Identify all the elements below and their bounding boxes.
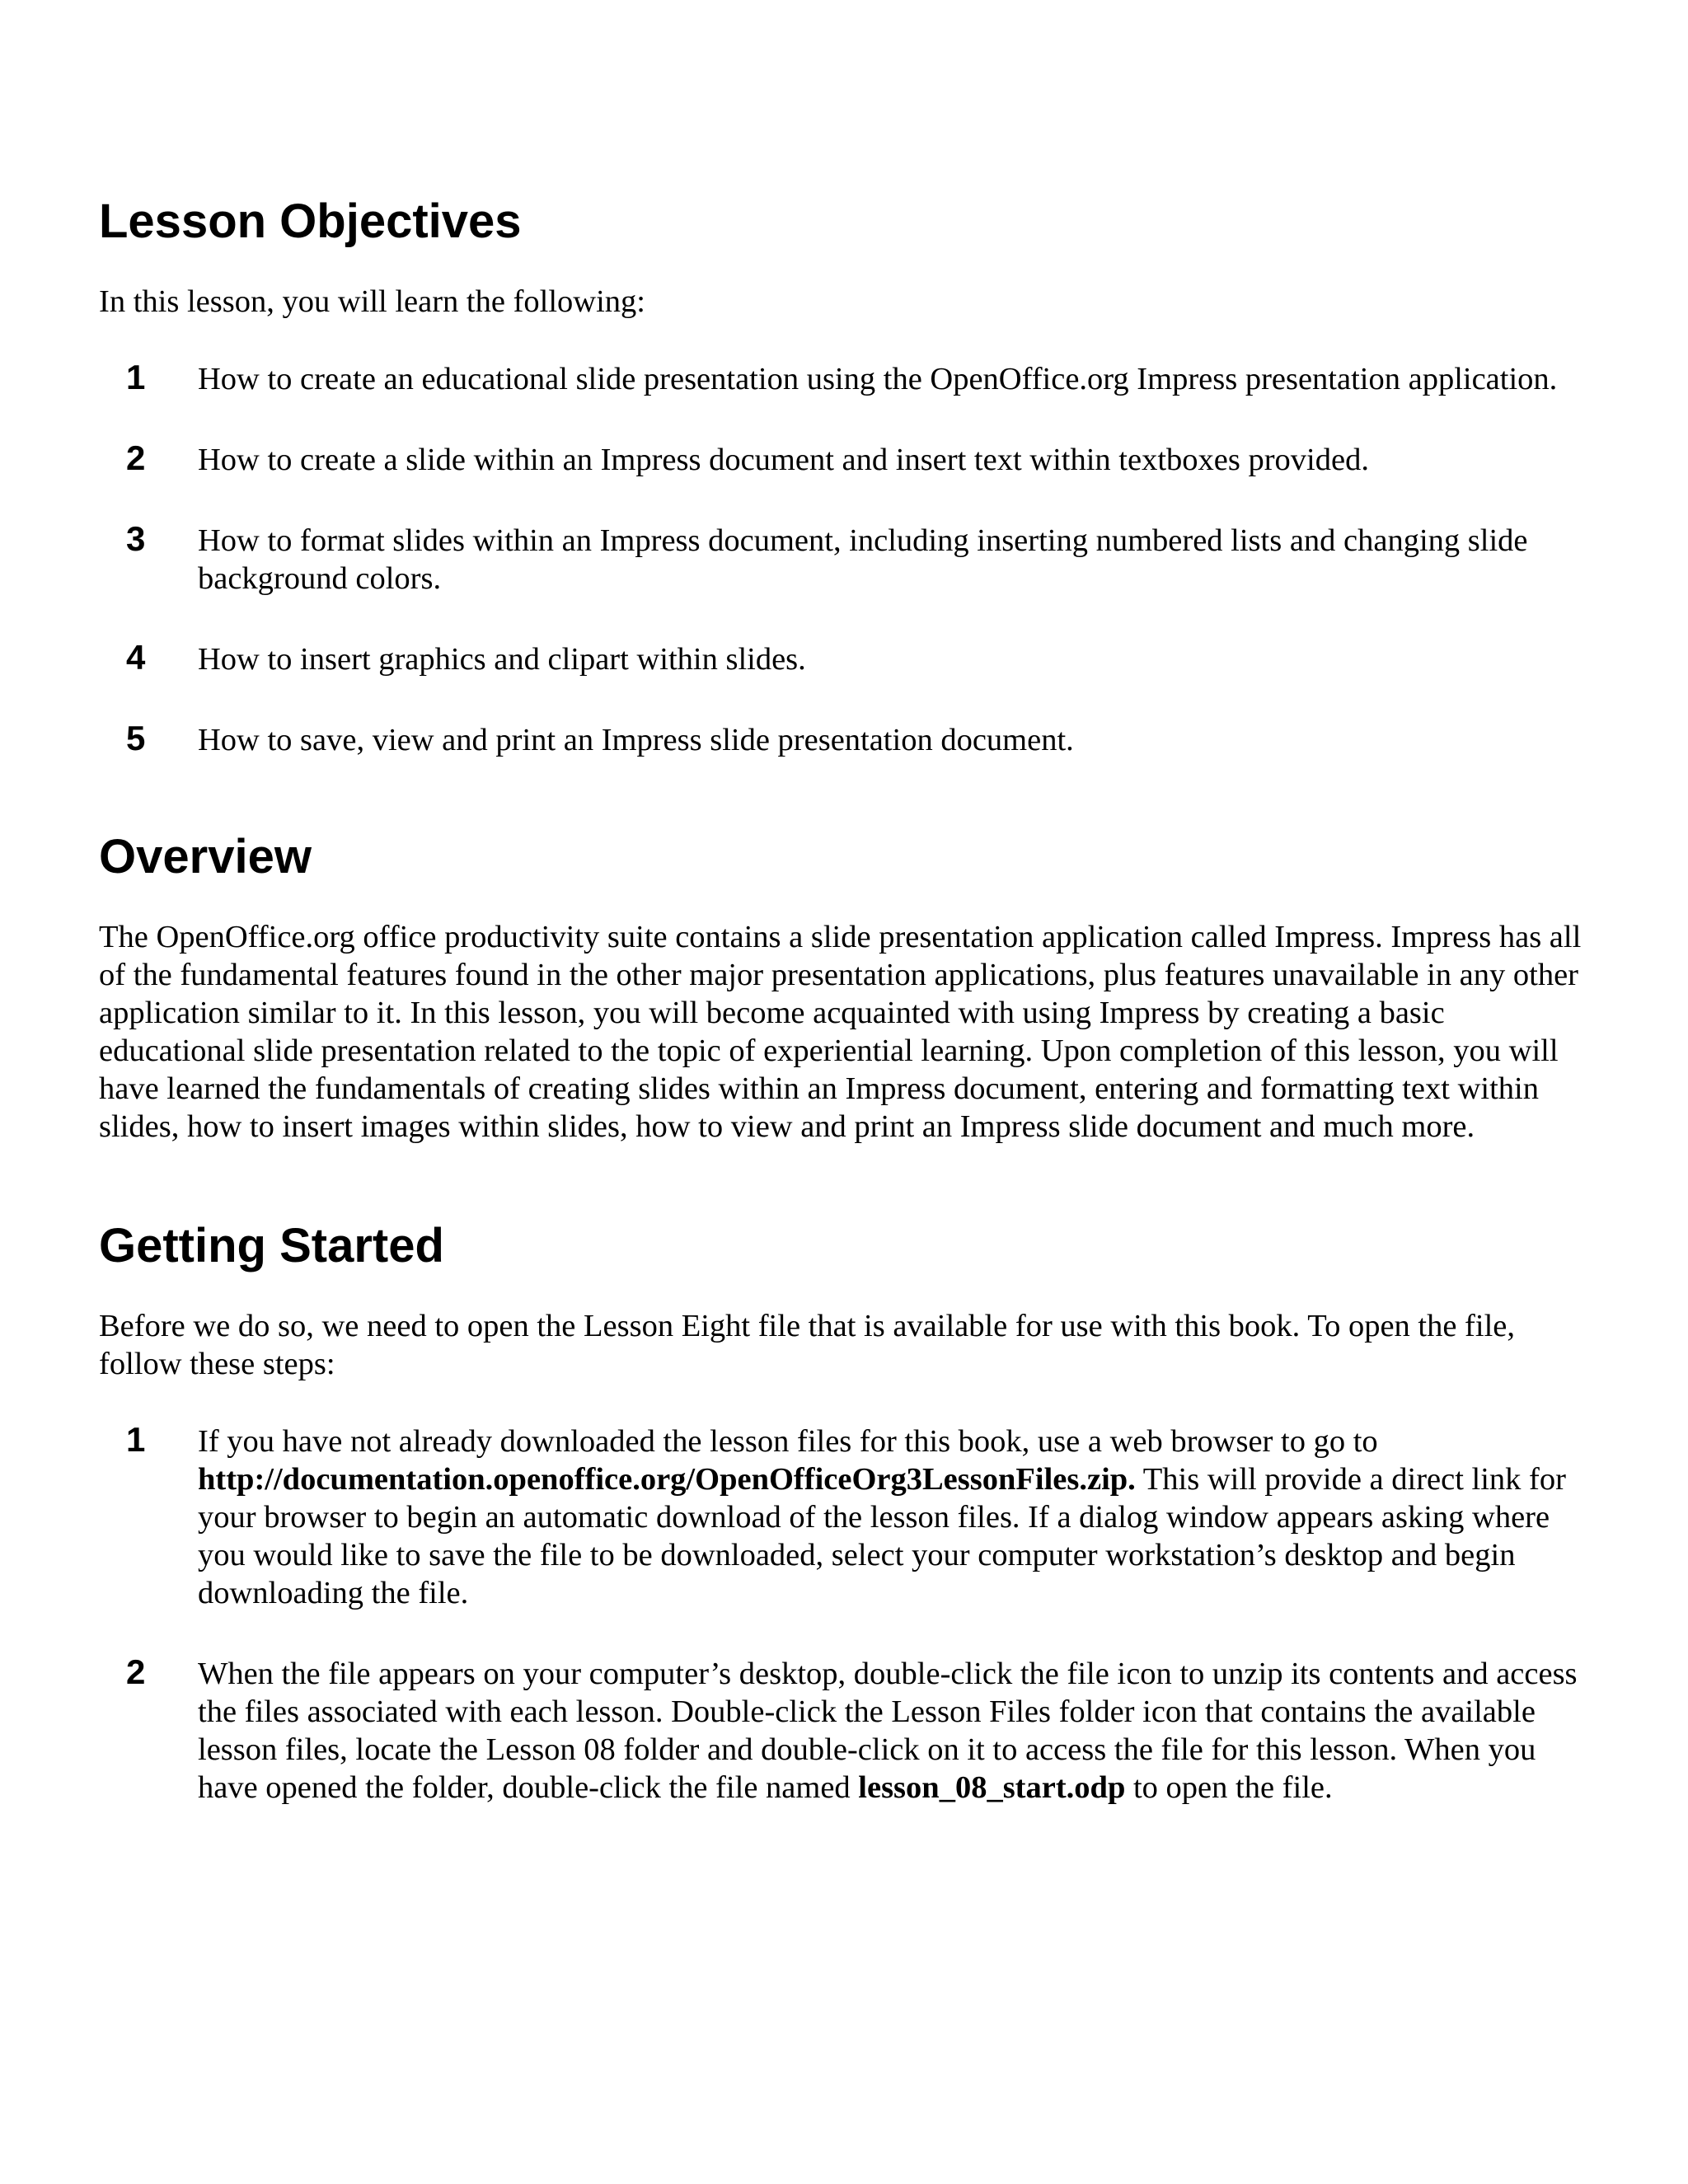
overview-heading: Overview bbox=[99, 830, 312, 883]
objectives-list bbox=[99, 360, 1582, 759]
list-item bbox=[99, 360, 1582, 398]
item-text: How to format slides within an Impress document, including inserting numbered lists and changing slide background colors. bbox=[198, 523, 1528, 596]
getting-started-heading: Getting Started bbox=[99, 1219, 444, 1272]
list-item bbox=[99, 1422, 1582, 1612]
item-number: 5 bbox=[126, 719, 146, 757]
lesson-objectives-heading: Lesson Objectives bbox=[99, 194, 522, 248]
step-text: When the file appears on your computer’s desktop, double-click the file icon to unzip its contents and access the files associated with each lesson. Double-click the Lesson Files folder icon that contains the available lesson files, locate the Lesson 08 folder and double-click on it to access the file for this lesson. When you have opened the folder, double-click the file named bbox=[198, 1657, 1578, 1805]
list-item bbox=[99, 640, 1582, 678]
list-item bbox=[99, 519, 1582, 598]
overview-body: The OpenOffice.org office productivity suite contains a slide presentation application called Impress. Impress has all of the fundamental features found in the other major presentation applications, plus features unavailable in any other application similar to it. In this lesson, you will become acquainted with using Impress by creating a basic educational slide presentation related to the topic of experiential learning. Upon completion of this lesson, you will have learned the fundamentals of creating slides within an Impress document, entering and formatting text within slides, how to insert images within slides, how to view and print an Impress slide document and much more. bbox=[99, 920, 1582, 1144]
getting-started-intro: Before we do so, we need to open the Lesson Eight file that is available for use with this book. To open the file, follow these steps: bbox=[99, 1309, 1515, 1381]
item-text: How to insert graphics and clipart within slides. bbox=[198, 642, 806, 677]
step-text: If you have not already downloaded the lesson files for this book, use a web browser to go to bbox=[198, 1424, 1378, 1459]
step-text: to open the file. bbox=[1125, 1770, 1333, 1805]
document-page bbox=[99, 194, 1582, 1807]
item-number: 1 bbox=[126, 358, 146, 396]
item-text: How to create a slide within an Impress document and insert text within textboxes provided. bbox=[198, 443, 1369, 477]
step-number: 1 bbox=[126, 1420, 146, 1459]
item-text: How to save, view and print an Impress slide presentation document. bbox=[198, 723, 1074, 757]
list-item bbox=[99, 1652, 1582, 1807]
item-number: 4 bbox=[126, 638, 146, 677]
step-text: This will provide a direct link for your browser to begin an automatic download of the lesson files. If a dialog window appears asking where you would like to save the file to be downloaded, select your computer workstation’s desktop and begin downloading the file. bbox=[198, 1462, 1566, 1610]
list-item bbox=[99, 438, 1582, 479]
item-number: 3 bbox=[126, 519, 146, 558]
list-item bbox=[99, 721, 1582, 759]
filename-text: lesson_08_start.odp bbox=[858, 1770, 1126, 1805]
lesson-files-link[interactable]: http://documentation.openoffice.org/OpenOfficeOrg3LessonFiles.zip. bbox=[198, 1462, 1136, 1497]
steps-list bbox=[99, 1422, 1582, 1807]
item-number: 2 bbox=[126, 438, 146, 477]
step-number: 2 bbox=[126, 1652, 146, 1691]
item-text: How to create an educational slide presentation using the OpenOffice.org Impress presentation application. bbox=[198, 362, 1558, 396]
objectives-intro: In this lesson, you will learn the following: bbox=[99, 284, 645, 319]
